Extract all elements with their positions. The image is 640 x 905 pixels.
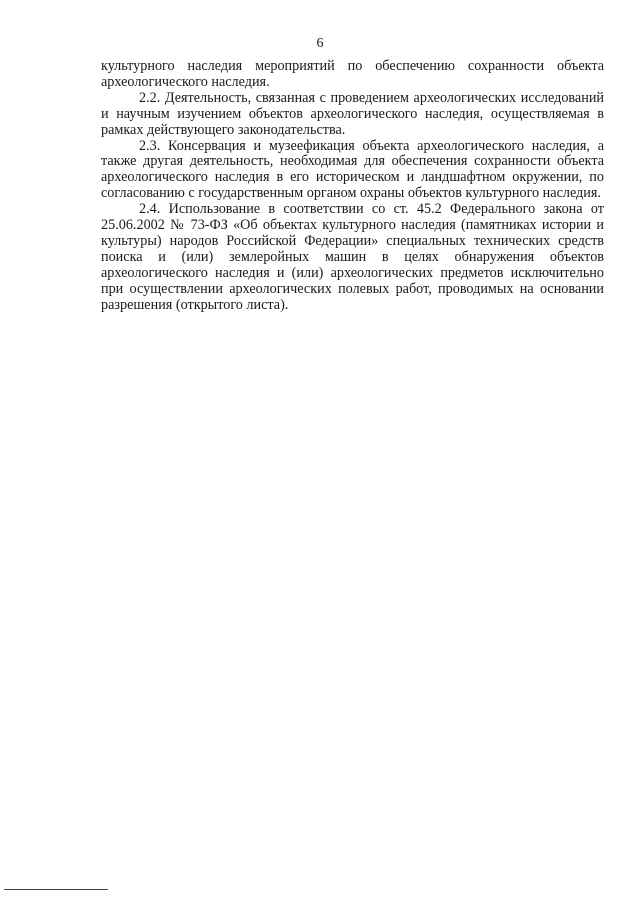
paragraph-2-2: 2.2. Деятельность, связанная с проведением археологических исследований и научным изучением объектов археологического наследия, осуществляемая в рамках действующего законодательства. (101, 89, 604, 138)
page-number: 6 (316, 36, 324, 51)
footer-divider (4, 889, 108, 890)
paragraph-2-3: 2.3. Консервация и музеефикация объекта археологического наследия, а также другая деятельность, необходимая для обеспечения сохранности объекта археологического наследия в его историческом и ландшафтном окружении, по согласованию с государственным органом охраны объектов культурного наследия. (101, 137, 604, 202)
paragraph-2-4: 2.4. Использование в соответствии со ст. 45.2 Федерального закона от 25.06.2002 № 73-ФЗ «Об объектах культурного наследия (памятниках истории и культуры) народов Российской Федерации» специальных технических средств поиска и (или) землеройных машин в целях обнаружения объектов археологического наследия и (или) археологических предметов исключительно при осуществлении археологических полевых работ, проводимых на основании разрешения (открытого листа). (101, 201, 604, 313)
document-body (101, 59, 604, 314)
paragraph-continuation: культурного наследия мероприятий по обеспечению сохранности объекта археологического наследия. (101, 58, 604, 90)
